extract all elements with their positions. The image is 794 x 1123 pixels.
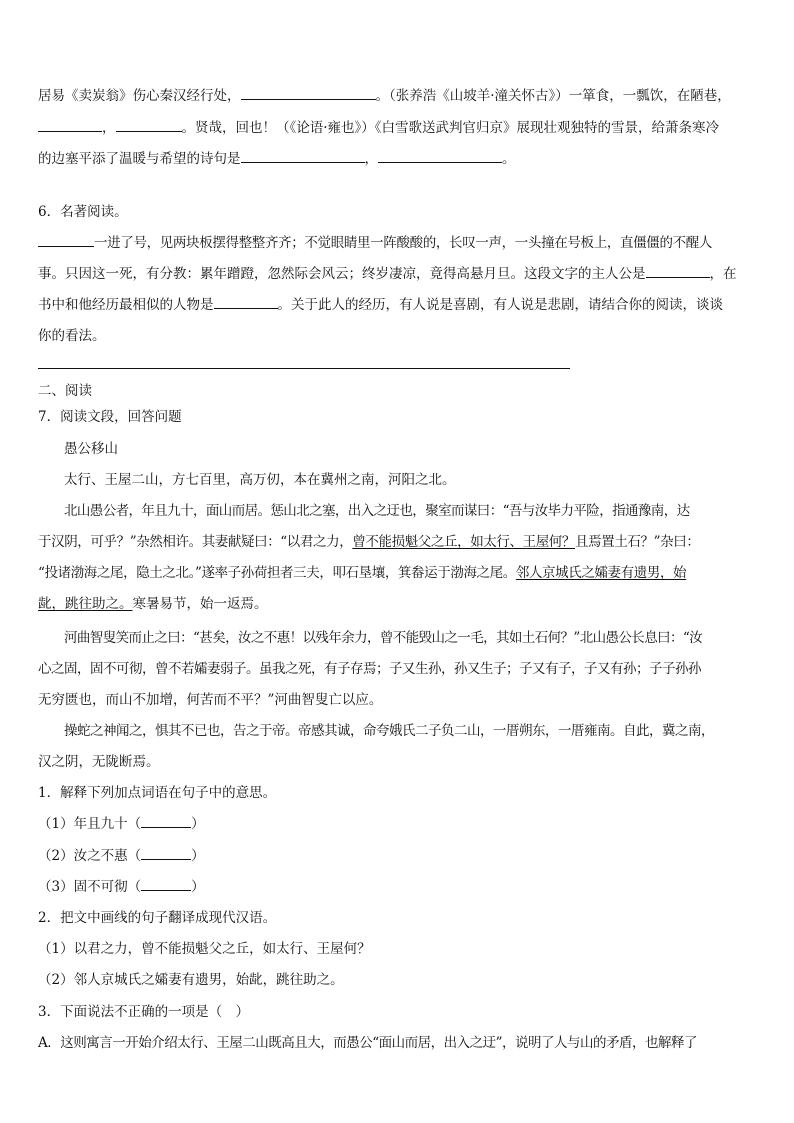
subq1-item	[38, 812, 205, 832]
essay-title: 愚公移山	[64, 441, 118, 457]
answer-blank[interactable]	[38, 119, 102, 132]
q5-text: ，	[364, 151, 378, 167]
essay-text: 于汉阴，可乎？”杂然相许。其妻献疑曰：“以君之力，	[38, 534, 353, 550]
essay-line: 汉之阴，无陇断焉。	[38, 754, 160, 770]
subq1-item-label: （2）汝之不惠（	[38, 848, 142, 864]
subq1-item	[38, 844, 205, 864]
q6-text: ，在	[709, 266, 737, 282]
q5-line-3	[38, 147, 516, 167]
answer-blank[interactable]	[116, 119, 182, 132]
q5-text: 居易《卖炭翁》伤心秦汉经行处，	[38, 88, 241, 104]
q5-line-1	[38, 84, 731, 104]
answer-blank[interactable]	[38, 234, 94, 247]
answer-blank[interactable]	[214, 296, 278, 309]
q6-text: 一进了号，见两块板摆得整整齐齐；不觉眼睛里一阵酸酸的，长叹一声，一头撞在号板上，直僵僵的不醒人	[94, 235, 713, 251]
subq2-item: （2）邻人京城氏之孀妻有遗男，始龀，跳往助之。	[38, 972, 344, 988]
essay-line	[38, 530, 699, 550]
underlined-sentence: 邻人京城氏之孀妻有遗男，始	[515, 565, 687, 581]
essay-line: 无穷匮也，而山不加增，何苦而不平？”河曲智叟亡以应。	[38, 692, 383, 708]
essay-paragraph: 太行、王屋二山，方七百里，高万仞，本在冀州之南，河阳之北。	[64, 472, 456, 488]
q5-text: 的边塞平添了温暖与希望的诗句是	[38, 151, 241, 167]
essay-text: “投诸渤海之尾，隐土之北。”遂率子孙荷担者三夫，叩石垦壤，箕畚运于渤海之尾。	[38, 565, 516, 581]
subq2-title: 2．把文中画线的句子翻译成现代汉语。	[38, 910, 277, 926]
subq1-item-label: （1）年且九十（	[38, 816, 142, 832]
answer-blank[interactable]	[378, 150, 502, 163]
q5-text: ，	[102, 120, 116, 136]
subq1-title: 1．解释下列加点词语在句子中的意思。	[38, 785, 277, 801]
q6-text: 。关于此人的经历，有人说是喜剧，有人说是悲剧，请结合你的阅读，谈谈	[277, 297, 723, 313]
q6-line-2	[38, 262, 737, 282]
q6-line-3	[38, 293, 723, 313]
q6-title: 6．名著阅读。	[38, 204, 128, 220]
subq1-item-label: （3）固不可彻（	[38, 879, 142, 895]
essay-paragraph: 河曲智叟笑而止之曰：“甚矣，汝之不惠！以残年余力，曾不能毁山之一毛，其如土石何？”北山愚公长息曰：“汝	[64, 630, 703, 646]
q5-text: 。贤哉，回也！（《论语·雍也》）《白雪歌送武判官归京》展现壮观独特的雪景，给萧条寒冷	[181, 120, 720, 136]
answer-blank[interactable]	[241, 150, 365, 163]
subq2-item: （1）以君之力，曾不能损魁父之丘，如太行、王屋何？	[38, 941, 371, 957]
q6-line-4: 你的看法。	[38, 328, 106, 344]
answer-blank[interactable]	[141, 815, 191, 828]
answer-blank[interactable]	[141, 847, 191, 860]
q6-line-1	[38, 231, 712, 251]
q7-title: 7．阅读文段，回答问题	[38, 409, 182, 425]
answer-blank[interactable]	[241, 87, 376, 100]
subq3-option-a: A．这则寓言一开始介绍太行、王屋二山既高且大，而愚公“面山而居，出入之迂”，说明了人与山的矛盾，也解释了	[38, 1035, 698, 1051]
paren-close: ）	[191, 879, 205, 895]
subq3-title: 3．下面说法不正确的一项是（ ）	[38, 1004, 250, 1020]
answer-line[interactable]	[38, 368, 570, 369]
paren-close: ）	[191, 816, 205, 832]
essay-text: 且焉置土石？”杂曰：	[575, 534, 700, 550]
essay-paragraph: 北山愚公者，年且九十，面山而居。惩山北之塞，出入之迂也，聚室而谋曰：“吾与汝毕力平险，指通豫南，达	[64, 503, 690, 519]
essay-paragraph: 操蛇之神闻之，惧其不已也，告之于帝。帝感其诚，命夸娥氏二子负二山，一厝朔东，一厝雍南。自此，冀之南，	[64, 723, 714, 739]
answer-blank[interactable]	[141, 878, 191, 891]
essay-text: 寒暑易节，始一返焉。	[132, 596, 268, 612]
paren-close: ）	[191, 848, 205, 864]
q6-text: 书中和他经历最相似的人物是	[38, 297, 214, 313]
subq1-item	[38, 875, 205, 895]
q5-text: 。（张养浩《山坡羊·潼关怀古》）一箪食，一瓢饮，在陋巷，	[375, 88, 731, 104]
underlined-sentence: 曾不能损魁父之丘，如太行、王屋何？	[352, 534, 576, 550]
essay-line: 心之固，固不可彻，曾不若孀妻弱子。虽我之死，有子存焉；子又生孙，孙又生子；子又有子，子又有孙；子子孙孙	[38, 661, 701, 677]
section-title: 二、阅读	[38, 383, 92, 399]
answer-blank[interactable]	[646, 265, 710, 278]
essay-line	[38, 561, 686, 581]
essay-line	[38, 592, 268, 612]
q6-text: 事。只因这一死，有分教：累年蹭蹬，忽然际会风云；终岁凄凉，竟得高悬月旦。这段文字的主人公是	[38, 266, 646, 282]
q5-text: 。	[502, 151, 516, 167]
underlined-sentence: 龀，跳往助之。	[38, 596, 133, 612]
q5-line-2	[38, 116, 719, 136]
